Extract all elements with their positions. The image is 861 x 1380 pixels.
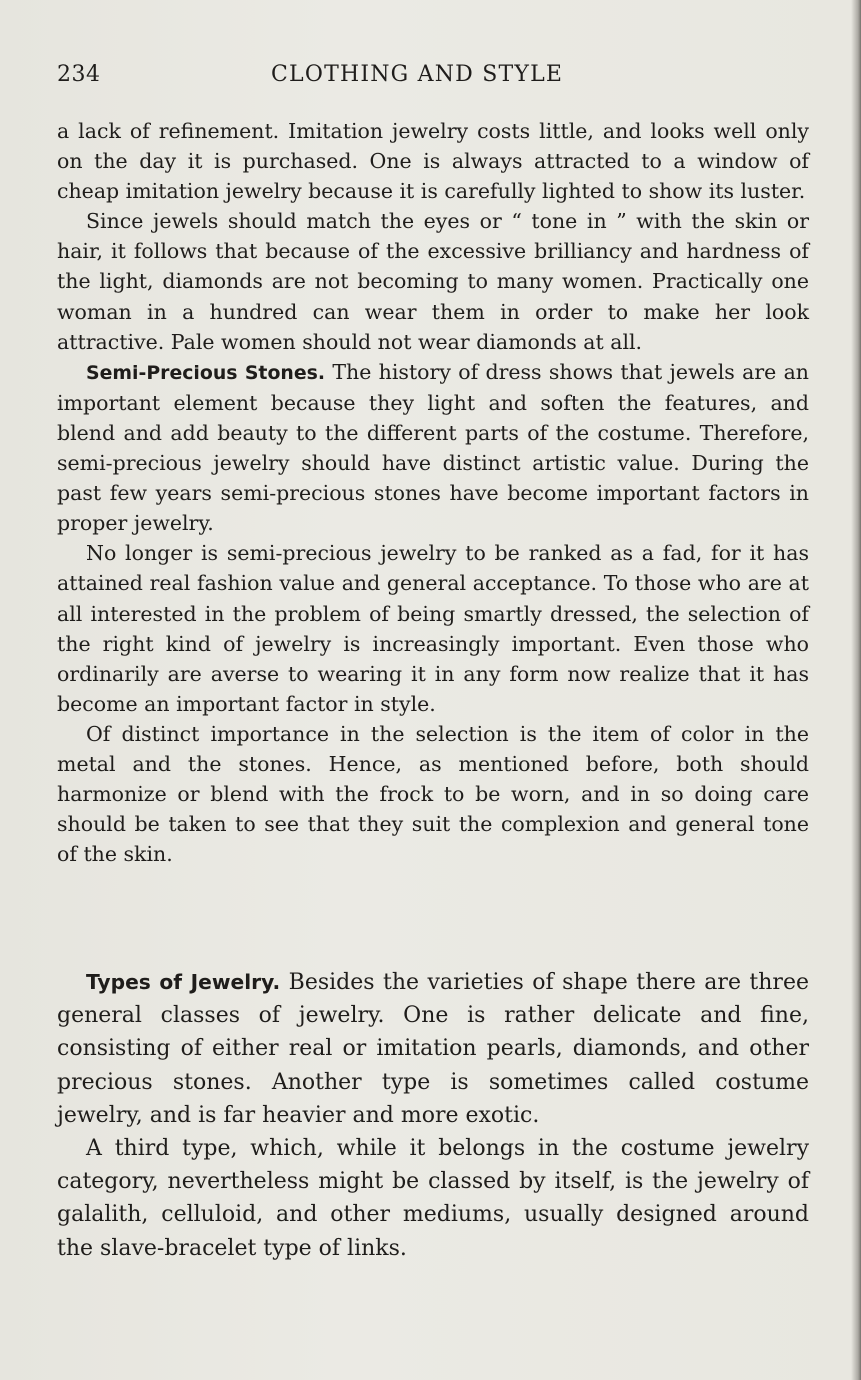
paragraph-4	[57, 538, 809, 719]
paragraph-text: The history of dress shows that jewels are an important element because they light and soften the features, and blend and add beauty to the different parts of the costume. Therefore, semi-precious jewelry should have distinct artistic value. During the past few years semi-precious stones have become important factors in proper jewelry.	[57, 359, 809, 536]
section-heading-semi-precious-stones: Semi-Precious Stones.	[86, 361, 326, 384]
paragraph-semi-precious-stones	[57, 357, 809, 539]
paragraph-text: No longer is semi-precious jewelry to be ranked as a fad, for it has attained real fashion value and general acceptance. To those who are at all interested in the problem of being smartly dressed, the selection of the right kind of jewelry is increasingly important. Even those who ordinarily are averse to wearing it in any form now realize that it has become an important factor in style.	[57, 541, 809, 716]
lower-text-block	[57, 966, 809, 1265]
paragraph-1	[57, 116, 809, 206]
paragraph-types-of-jewelry	[57, 966, 809, 1132]
paragraph-text: a lack of refinement. Imitation jewelry costs little, and looks well only on the day it is purchased. One is always attracted to a window of cheap imitation jewelry because it is carefully lighted to show its luster.	[57, 119, 809, 204]
running-head: CLOTHING AND STYLE	[271, 62, 564, 87]
paragraph-7	[57, 1132, 809, 1265]
upper-text-block	[57, 116, 809, 869]
section-heading-types-of-jewelry: Types of Jewelry.	[86, 970, 281, 994]
paragraph-text: A third type, which, while it belongs in the costume jewelry category, nevertheless might be classed by itself, is the jewelry of galalith, celluloid, and other mediums, usually designed around the slave-bracelet type of links.	[57, 1136, 809, 1261]
page-edge-shadow	[851, 0, 861, 1380]
page-header	[57, 62, 805, 98]
paragraph-text: Besides the varieties of shape there are three general classes of jewelry. One is rather delicate and fine, consisting of either real or imitation pearls, diamonds, and other precious stones. Another type is sometimes called costume jewelry, and is far heavier and more exotic.	[57, 970, 809, 1128]
paragraph-text: Of distinct importance in the selection is the item of color in the metal and the stones. Hence, as mentioned before, both should harmonize or blend with the frock to be worn, and in so doing care should be taken to see that they suit the complexion and general tone of the skin.	[57, 721, 809, 867]
paragraph-text: Since jewels should match the eyes or “ tone in ” with the skin or hair, it follows that because of the excessive brilliancy and hardness of the light, diamonds are not becoming to many women. Practically one woman in a hundred can wear them in order to make her look attractive. Pale women should not wear diamonds at all.	[57, 209, 809, 354]
paragraph-5	[57, 719, 809, 869]
page-number: 234	[57, 62, 101, 87]
paragraph-2	[57, 206, 809, 356]
